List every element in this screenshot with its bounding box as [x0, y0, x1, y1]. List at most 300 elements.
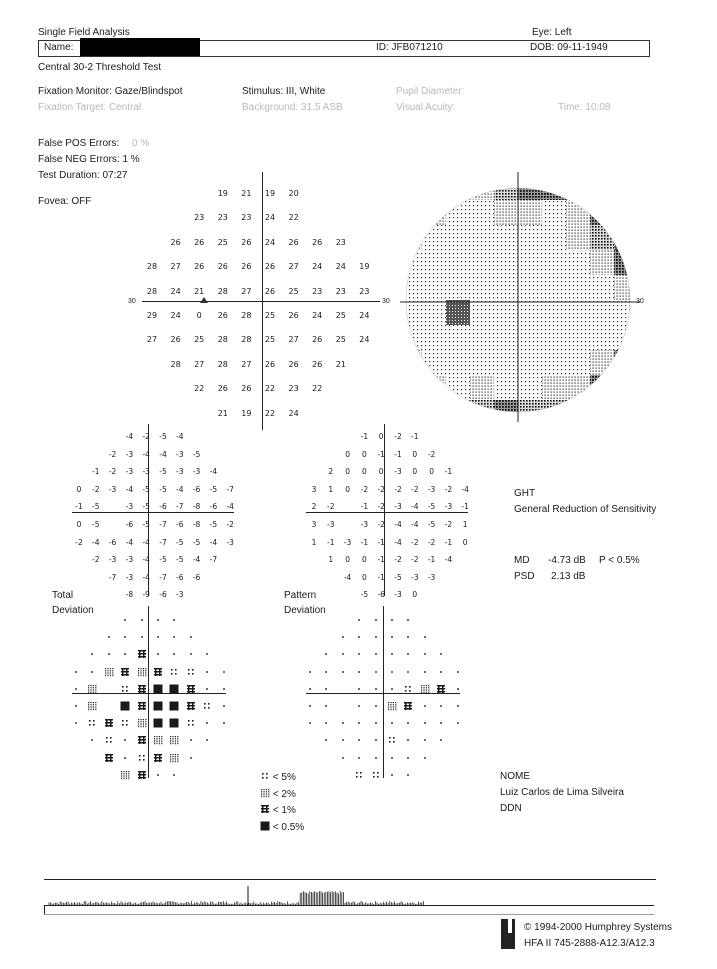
pattern-probability-n-icon	[321, 698, 331, 708]
total-probability-p1-icon	[137, 767, 147, 777]
pattern-deviation-value: -2	[394, 484, 402, 494]
grayscale-cell	[614, 350, 638, 375]
threshold-value: 28	[146, 262, 158, 272]
total-deviation-value: -4	[92, 537, 100, 547]
fixation-target: Fixation Target: Central	[38, 102, 142, 113]
ddn-label: DDN	[500, 803, 522, 814]
threshold-value: 25	[264, 311, 276, 320]
grayscale-cell	[470, 200, 494, 225]
grayscale-cell	[566, 400, 590, 422]
threshold-value: 26	[312, 237, 323, 247]
grayscale-cell	[566, 325, 590, 350]
grayscale-cell	[422, 375, 446, 400]
pattern-probability-n-icon	[371, 698, 381, 708]
grayscale-cell	[446, 325, 470, 350]
pattern-deviation-value: -1	[327, 537, 335, 547]
total-deviation-value: -5	[159, 432, 167, 441]
total-probability-p2-icon	[87, 698, 97, 708]
pattern-deviation-value: 0	[345, 449, 350, 459]
pattern-probability-p2-icon	[387, 698, 397, 708]
pattern-probability-n-icon	[420, 664, 430, 674]
total-probability-p2-icon	[120, 767, 130, 777]
total-deviation-value: -6	[159, 502, 167, 512]
pattern-probability-n-icon	[403, 629, 413, 639]
total-deviation-value: -8	[192, 520, 201, 529]
grayscale-cell	[422, 250, 446, 275]
grayscale-cell	[590, 350, 614, 375]
grayscale-cell	[400, 275, 422, 300]
total-deviation-value: -3	[125, 555, 134, 565]
total-probability-n-icon	[104, 646, 114, 656]
grayscale-cell	[422, 400, 446, 422]
pattern-probability-n-icon	[371, 750, 381, 760]
pattern-probability-n-icon	[403, 767, 413, 777]
total-deviation-value: 0	[76, 484, 82, 494]
pattern-probability-n-icon	[387, 681, 397, 691]
grayscale-cell	[542, 375, 566, 400]
total-deviation-value: -5	[159, 467, 167, 477]
total-deviation-value: -4	[209, 467, 218, 477]
pattern-deviation-value: 0	[362, 555, 367, 565]
threshold-value: 19	[217, 189, 228, 198]
grayscale-cell	[518, 325, 542, 350]
pattern-deviation-value: -1	[427, 555, 436, 565]
total-deviation-value: -3	[226, 537, 234, 547]
threshold-value: 28	[217, 359, 228, 369]
grayscale-cell	[494, 350, 518, 375]
total-deviation-value: -6	[209, 502, 218, 512]
pattern-probability-n-icon	[387, 767, 397, 777]
pattern-deviation-value: -2	[411, 537, 419, 547]
grayscale-cell	[614, 400, 638, 422]
pattern-probability-n-icon	[387, 612, 397, 622]
grayscale-cell	[542, 225, 566, 250]
grayscale-cell	[494, 300, 518, 325]
threshold-value: 26	[312, 359, 323, 369]
total-deviation-value: -7	[209, 555, 218, 565]
pattern-deviation-label-2: Deviation	[284, 605, 326, 616]
grayscale-cell	[614, 375, 638, 400]
grayscale-cell	[494, 200, 518, 225]
threshold-value: 0	[196, 311, 202, 320]
grayscale-cell	[494, 400, 518, 422]
grayscale-cell	[446, 200, 470, 225]
pattern-probability-n-icon	[321, 732, 331, 742]
pattern-probability-n-icon	[321, 681, 331, 691]
threshold-value: 24	[170, 311, 181, 320]
total-probability-p5-icon	[120, 715, 130, 725]
grayscale-cell	[470, 325, 494, 350]
pattern-probability-n-icon	[371, 646, 381, 656]
pupil-diameter: Pupil Diameter:	[396, 86, 465, 97]
grayscale-cell	[542, 275, 566, 300]
threshold-value: 26	[241, 237, 252, 247]
grayscale-cell	[518, 275, 542, 300]
pattern-probability-p2-icon	[420, 681, 430, 691]
pattern-probability-n-icon	[420, 715, 430, 725]
pattern-probability-n-icon	[453, 681, 463, 691]
total-deviation-value: -2	[226, 520, 234, 529]
threshold-value: 28	[217, 335, 228, 345]
total-probability-n-icon	[87, 646, 97, 656]
gaze-trace-svg	[45, 880, 645, 910]
psd-label: PSD	[514, 571, 535, 582]
total-deviation-value: -3	[176, 449, 184, 459]
grayscale-cell	[566, 225, 590, 250]
total-deviation-value: -3	[125, 502, 134, 512]
threshold-value: 23	[359, 286, 370, 296]
pattern-probability-n-icon	[354, 732, 364, 742]
grayscale-cell	[422, 300, 446, 325]
grayscale-cell	[566, 200, 590, 225]
total-probability-n-icon	[153, 629, 163, 639]
pattern-probability-n-icon	[420, 646, 430, 656]
grayscale-cell	[446, 225, 470, 250]
pattern-deviation-value: -1	[377, 555, 385, 565]
threshold-value: 25	[288, 286, 299, 296]
total-probability-n-icon	[169, 612, 179, 622]
total-deviation-value: -5	[209, 484, 218, 494]
pattern-deviation-value: -2	[444, 520, 453, 529]
total-probability-n-icon	[120, 646, 130, 656]
pattern-deviation-value: -3	[360, 520, 369, 529]
pattern-probability-n-icon	[371, 664, 381, 674]
total-probability-n-icon	[219, 681, 229, 691]
pattern-deviation-value: -2	[427, 449, 436, 459]
total-probability-n-icon	[153, 646, 163, 656]
grayscale-cell	[400, 225, 422, 250]
pattern-deviation-value: -2	[377, 484, 385, 494]
total-probability-n-icon	[202, 646, 212, 656]
pattern-deviation-value: 3	[311, 484, 317, 494]
total-probability-n-icon	[169, 767, 179, 777]
total-deviation-value: -7	[159, 572, 167, 582]
grayscale-cell	[542, 400, 566, 422]
total-probability-p05-icon	[153, 715, 163, 725]
blindspot-triangle-icon	[200, 297, 208, 303]
total-deviation-value: -4	[176, 484, 184, 494]
pattern-deviation-value: -3	[394, 467, 402, 477]
total-deviation-label: Total	[52, 590, 74, 601]
fixation-monitor: Fixation Monitor: Gaze/Blindspot	[38, 86, 183, 97]
grayscale-cell	[590, 300, 614, 325]
threshold-value: 27	[241, 286, 252, 296]
pattern-probability-n-icon	[321, 664, 331, 674]
pattern-deviation-value: -3	[327, 520, 335, 529]
grayscale-cell	[566, 375, 590, 400]
pattern-probability-n-icon	[321, 646, 331, 656]
total-deviation-value: -8	[192, 502, 201, 512]
pattern-probability-n-icon	[354, 646, 364, 656]
total-probability-n-icon	[186, 646, 196, 656]
grayscale-cell	[614, 300, 638, 325]
pattern-deviation-value: -1	[360, 502, 369, 512]
total-probability-p5-icon	[202, 698, 212, 708]
md-label: MD	[514, 555, 530, 566]
grayscale-cell	[518, 350, 542, 375]
grayscale-cell	[446, 175, 470, 200]
threshold-value: 21	[241, 189, 252, 198]
grayscale-cell	[470, 350, 494, 375]
pattern-probability-p5-icon	[354, 767, 364, 777]
threshold-value: 21	[194, 286, 205, 296]
pattern-deviation-value: -1	[394, 449, 402, 459]
grayscale-cell	[470, 175, 494, 200]
total-probability-n-icon	[104, 629, 114, 639]
pattern-deviation-label: Pattern	[284, 590, 317, 601]
eye-label: Eye: Left	[532, 27, 572, 38]
grayscale-cell	[470, 250, 494, 275]
total-probability-p2-icon	[137, 715, 147, 725]
pattern-deviation-value: -1	[377, 449, 385, 459]
pattern-deviation-value: -4	[343, 572, 352, 582]
grayscale-cell	[590, 175, 614, 200]
pattern-deviation-value: -2	[377, 502, 385, 512]
pattern-deviation-value: -4	[411, 520, 419, 529]
pattern-deviation-value: -2	[427, 537, 436, 547]
total-deviation-value: -3	[142, 467, 150, 477]
pattern-probability-n-icon	[420, 698, 430, 708]
grayscale-cell	[400, 375, 422, 400]
total-probability-n-icon	[219, 715, 229, 725]
total-deviation-value: -4	[176, 432, 184, 441]
pattern-probability-n-icon	[403, 750, 413, 760]
threshold-value: 22	[288, 213, 299, 223]
total-probability-n-icon	[153, 767, 163, 777]
total-deviation-value: -3	[125, 467, 134, 477]
false-pos-errors-value: 0 %	[132, 138, 150, 149]
ght-label: GHT	[514, 488, 536, 499]
grayscale-cell	[590, 250, 614, 275]
pattern-probability-n-icon	[453, 698, 463, 708]
threshold-value: 26	[264, 262, 276, 272]
pattern-probability-n-icon	[338, 750, 348, 760]
legend-row-5	[260, 771, 296, 784]
pattern-deviation-value: 0	[378, 432, 384, 441]
copyright: © 1994-2000 Humphrey Systems	[524, 922, 672, 933]
total-deviation-value: -5	[176, 555, 184, 565]
total-probability-n-icon	[169, 646, 179, 656]
total-probability-n-icon	[71, 715, 81, 725]
pattern-deviation-value: -1	[377, 537, 385, 547]
total-deviation-value: -5	[209, 520, 218, 529]
total-deviation-value: -7	[176, 502, 184, 512]
pattern-deviation-value: -5	[427, 502, 436, 512]
total-deviation-value: -4	[125, 432, 134, 441]
grayscale-cell	[470, 300, 494, 325]
pattern-deviation-value: -5	[427, 520, 436, 529]
pattern-deviation-value: -1	[360, 537, 369, 547]
pattern-deviation-value: 1	[328, 484, 334, 494]
threshold-value: 26	[194, 237, 205, 247]
stimulus: Stimulus: III, White	[242, 86, 326, 97]
pattern-probability-n-icon	[338, 664, 348, 674]
total-probability-p2-icon	[169, 732, 179, 742]
total-deviation-value: -4	[142, 449, 150, 459]
pattern-deviation-value: 0	[429, 467, 434, 477]
threshold-value: 20	[288, 189, 299, 198]
total-deviation-value: -4	[142, 555, 150, 565]
threshold-value: 24	[359, 311, 370, 320]
pattern-deviation-value: 1	[462, 520, 468, 529]
threshold-value: 26	[288, 359, 299, 369]
pattern-probability-n-icon	[387, 646, 397, 656]
threshold-value: 28	[241, 311, 252, 320]
threshold-value: 26	[170, 237, 181, 247]
total-deviation-value: -2	[142, 432, 150, 441]
total-probability-p1-icon	[137, 698, 147, 708]
pattern-deviation-value: 2	[311, 502, 317, 512]
total-probability-n-icon	[219, 698, 229, 708]
pattern-deviation-value: -2	[377, 520, 385, 529]
grayscale-cell	[590, 325, 614, 350]
total-deviation-value: -3	[125, 449, 134, 459]
pattern-deviation-value: 1	[328, 555, 334, 565]
total-deviation-value: -2	[92, 555, 100, 565]
total-deviation-value: -5	[92, 520, 100, 529]
grayscale-cell	[446, 400, 470, 422]
pattern-probability-n-icon	[354, 612, 364, 622]
total-deviation-value: -4	[142, 572, 150, 582]
threshold-value: 19	[359, 262, 370, 272]
grayscale-cell	[470, 375, 494, 400]
device-model: HFA II 745-2888-A12.3/A12.3	[524, 938, 655, 949]
total-probability-p1-icon	[153, 750, 163, 760]
pattern-probability-n-icon	[387, 664, 397, 674]
total-probability-n-icon	[87, 664, 97, 674]
md-value: -4.73 dB	[548, 555, 586, 566]
threshold-value: 25	[194, 335, 205, 345]
pattern-probability-n-icon	[354, 664, 364, 674]
grayscale-cell	[422, 200, 446, 225]
total-probability-p1-icon	[137, 681, 147, 691]
legend-row-05	[260, 821, 304, 834]
threshold-value: 26	[241, 384, 252, 394]
threshold-value: 27	[288, 262, 299, 272]
threshold-value: 25	[217, 237, 228, 247]
pattern-probability-n-icon	[338, 715, 348, 725]
name-label: Name:	[44, 42, 74, 53]
threshold-value: 26	[241, 262, 252, 272]
pattern-probability-n-icon	[305, 681, 315, 691]
total-probability-p05-icon	[153, 681, 163, 691]
total-deviation-label-2: Deviation	[52, 605, 94, 616]
pattern-deviation-value: -2	[394, 432, 402, 441]
threshold-value: 27	[170, 262, 181, 272]
total-probability-n-icon	[120, 629, 130, 639]
total-deviation-value: -5	[92, 502, 100, 512]
total-deviation-value: -4	[142, 537, 150, 547]
total-probability-n-icon	[153, 612, 163, 622]
threshold-value: 24	[264, 213, 276, 223]
threshold-value: 26	[217, 262, 228, 272]
total-deviation-value: -4	[226, 502, 234, 512]
pattern-probability-n-icon	[403, 715, 413, 725]
pattern-deviation-value: -2	[360, 484, 369, 494]
total-deviation-value: -5	[159, 484, 167, 494]
total-deviation-value: -3	[108, 555, 117, 565]
total-deviation-value: -9	[142, 590, 150, 600]
pattern-probability-n-icon	[321, 715, 331, 725]
total-deviation-value: -6	[176, 572, 184, 582]
pattern-probability-p5-icon	[371, 767, 381, 777]
total-deviation-value: -3	[176, 467, 184, 477]
nome-value: Luiz Carlos de Lima Silveira	[500, 787, 624, 798]
total-deviation-value: -8	[125, 590, 134, 600]
grayscale-cell	[614, 200, 638, 225]
total-probability-n-icon	[137, 612, 147, 622]
psd-value: 2.13 dB	[551, 571, 586, 582]
grayscale-cell	[518, 375, 542, 400]
pattern-probability-n-icon	[338, 646, 348, 656]
grayscale-axis-label: 30	[636, 298, 644, 305]
total-probability-p05-icon	[169, 698, 179, 708]
pattern-probability-n-icon	[338, 629, 348, 639]
pattern-probability-n-icon	[403, 732, 413, 742]
grayscale-cell	[494, 275, 518, 300]
false-neg-errors: False NEG Errors: 1 %	[38, 154, 140, 165]
threshold-map-horizontal-axis	[142, 301, 380, 302]
report-title: Single Field Analysis	[38, 27, 130, 38]
pattern-probability-n-icon	[354, 629, 364, 639]
pattern-probability-vertical-axis	[383, 606, 384, 778]
pattern-probability-n-icon	[387, 715, 397, 725]
total-deviation-value: -5	[192, 449, 201, 459]
pattern-deviation-value: 0	[378, 467, 384, 477]
fovea: Fovea: OFF	[38, 196, 92, 207]
test-time: Time: 10:08	[558, 102, 611, 113]
threshold-value: 24	[312, 262, 323, 272]
threshold-value: 26	[288, 237, 299, 247]
threshold-value: 22	[264, 408, 276, 418]
total-probability-p05-icon	[169, 681, 179, 691]
total-probability-n-icon	[71, 664, 81, 674]
pattern-deviation-value: 0	[412, 449, 418, 459]
total-probability-p05-icon	[169, 715, 179, 725]
total-probability-n-icon	[186, 629, 196, 639]
total-deviation-value: -6	[108, 537, 117, 547]
pattern-deviation-value: 0	[362, 449, 367, 459]
grayscale-cell	[518, 200, 542, 225]
grayscale-cell	[446, 375, 470, 400]
grayscale-cell	[566, 250, 590, 275]
grayscale-cell	[614, 225, 638, 250]
grayscale-cell	[518, 225, 542, 250]
total-probability-p2-icon	[104, 664, 114, 674]
legend-p1-label: < 1%	[272, 805, 296, 816]
grayscale-cell	[400, 250, 422, 275]
threshold-value: 26	[217, 311, 228, 320]
pattern-deviation-value: 0	[412, 590, 418, 600]
grayscale-cell	[566, 300, 590, 325]
threshold-value: 24	[264, 237, 276, 247]
total-deviation-value: -5	[176, 537, 184, 547]
pattern-deviation-value: -1	[411, 432, 419, 441]
total-deviation-value: -5	[159, 555, 167, 565]
grayscale-cell	[590, 400, 614, 422]
grayscale-cell	[400, 400, 422, 422]
pattern-probability-n-icon	[436, 646, 446, 656]
grayscale-cell	[566, 350, 590, 375]
grayscale-cell	[590, 225, 614, 250]
pattern-deviation-value: 1	[311, 537, 317, 547]
threshold-value: 26	[264, 286, 276, 296]
grayscale-cell	[470, 225, 494, 250]
grayscale-cell	[400, 175, 422, 200]
total-probability-n-icon	[202, 681, 212, 691]
total-deviation-value: -3	[176, 590, 184, 600]
total-probability-p1-icon	[186, 681, 196, 691]
